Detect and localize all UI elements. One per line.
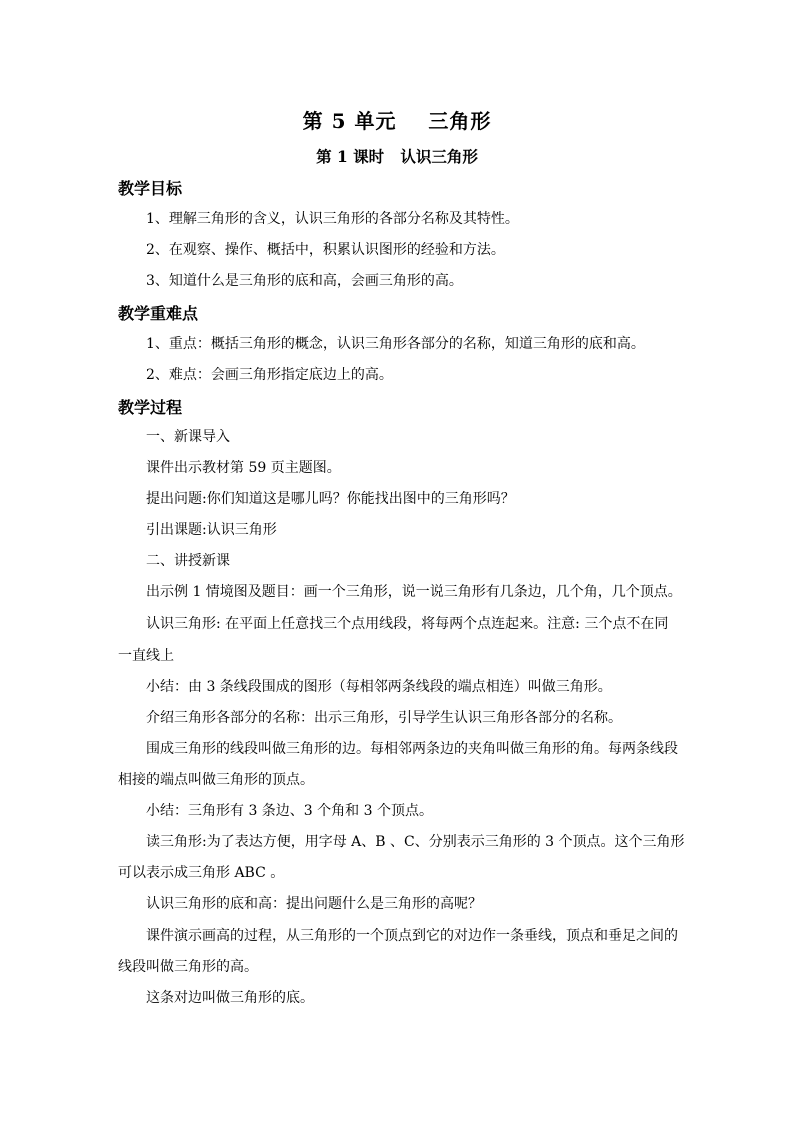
goal-item: 2、在观察、操作、概括中，积累认识图形的经验和方法。: [146, 242, 505, 258]
process-paragraph: 认识三角形的底和高：提出问题什么是三角形的高呢？: [146, 896, 482, 912]
process-paragraph: 提出问题:你们知道这是哪儿吗？你能找出图中的三角形吗？: [146, 491, 515, 507]
section-heading-process: 教学过程: [118, 398, 183, 417]
process-paragraph-continuation: 相接的端点叫做三角形的顶点。: [118, 772, 314, 788]
process-paragraph: 读三角形:为了表达方便，用字母 A、B 、C、分别表示三角形的 3 个顶点。这个三角形: [146, 834, 685, 850]
section-heading-key-points: 教学重难点: [118, 304, 199, 323]
process-paragraph: 课件出示教材第 59 页主题图。: [146, 460, 341, 476]
key-point-item: 2、难点：会画三角形指定底边上的高。: [146, 367, 393, 383]
process-paragraph: 小结：三角形有 3 条边、3 个角和 3 个顶点。: [146, 803, 433, 819]
process-paragraph: 一、新课导入: [146, 429, 230, 445]
process-paragraph: 二、讲授新课: [146, 553, 230, 569]
goal-item: 3、知道什么是三角形的底和高，会画三角形的高。: [146, 273, 463, 289]
process-paragraph-continuation: 一直线上: [118, 648, 174, 664]
process-paragraph: 介绍三角形各部分的名称：出示三角形，引导学生认识三角形各部分的名称。: [146, 710, 622, 726]
process-paragraph-continuation: 线段叫做三角形的高。: [118, 959, 258, 975]
process-paragraph: 这条对边叫做三角形的底。: [146, 990, 314, 1006]
process-paragraph-continuation: 可以表示成三角形 ABC 。: [118, 865, 285, 881]
process-paragraph: 出示例 1 情境图及题目：画一个三角形，说一说三角形有几条边，几个角，几个顶点。: [146, 584, 682, 600]
goal-item: 1、理解三角形的含义，认识三角形的各部分名称及其特性。: [146, 211, 519, 227]
process-paragraph: 小结：由 3 条线段围成的图形（每相邻两条线段的端点相连）叫做三角形。: [146, 679, 612, 695]
process-paragraph: 课件演示画高的过程，从三角形的一个顶点到它的对边作一条垂线，顶点和垂足之间的: [146, 928, 678, 944]
process-paragraph: 认识三角形: 在平面上任意找三个点用线段，将每两个点连起来。注意: 三个点不在同: [146, 616, 669, 632]
section-heading-goals: 教学目标: [118, 179, 183, 198]
key-point-item: 1、重点：概括三角形的概念，认识三角形各部分的名称，知道三角形的底和高。: [146, 336, 645, 352]
process-paragraph: 围成三角形的线段叫做三角形的边。每相邻两条边的夹角叫做三角形的角。每两条线段: [146, 741, 678, 757]
process-paragraph: 引出课题:认识三角形: [146, 522, 277, 538]
unit-title: 第 5 单元 三角形: [302, 109, 492, 133]
lesson-title: 第 1 课时 认识三角形: [316, 147, 478, 166]
